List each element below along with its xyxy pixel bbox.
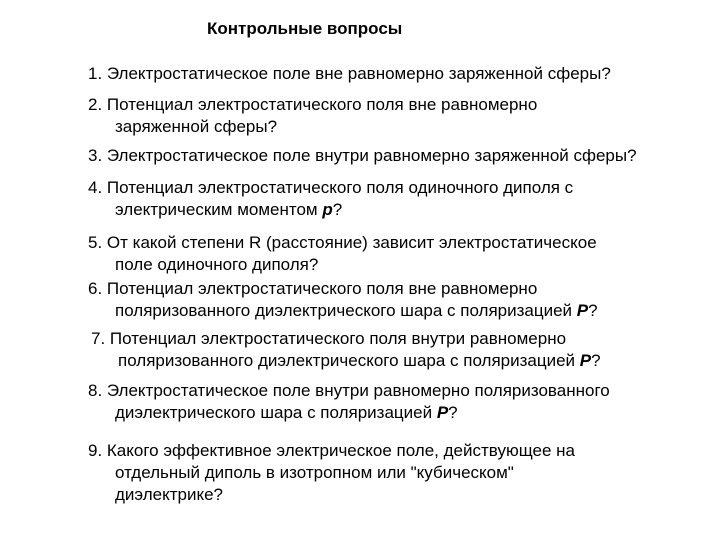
page-title: Контрольные вопросы — [207, 19, 403, 38]
question-2 — [88, 94, 537, 138]
question-9 — [88, 440, 575, 506]
question-4 — [88, 177, 573, 221]
question-6-line-2-end: ? — [588, 301, 598, 320]
question-8-line-2-end: ? — [448, 403, 458, 422]
question-7-line-2-end: ? — [591, 351, 601, 370]
question-8-line-2-text: диэлектрического шара с поляризацией — [115, 403, 437, 422]
question-7 — [91, 328, 601, 372]
polarization-symbol: P — [436, 403, 449, 422]
polarization-symbol: P — [576, 301, 589, 320]
dipole-moment-symbol: p — [322, 200, 333, 219]
question-6-line-2 — [88, 300, 598, 322]
question-7-line-2 — [91, 350, 601, 372]
question-6-line-1: 6. Потенциал электростатического поля вне равномерно — [88, 279, 538, 298]
polarization-symbol: P — [579, 351, 592, 370]
question-1 — [88, 63, 611, 85]
question-7-line-1: 7. Потенциал электростатического поля внутри равномерно — [91, 329, 567, 348]
question-2-line-1: 2. Потенциал электростатического поля вне равномерно — [88, 95, 538, 114]
question-9-line-3: диэлектрике? — [115, 485, 223, 504]
question-9-line-1: 9. Какого эффективное электрическое поле, действующее на — [88, 441, 575, 460]
question-2-line-2: заряженной сферы? — [115, 117, 278, 136]
question-5 — [88, 232, 597, 276]
question-5-line-2: поле одиночного диполя? — [115, 255, 319, 274]
question-6 — [88, 278, 598, 322]
question-8-line-1: 8. Электростатическое поле внутри равномерно поляризованного — [88, 381, 610, 400]
question-4-line-2-end: ? — [332, 200, 343, 219]
question-6-line-2-text: поляризованного диэлектрического шара с поляризацией — [115, 301, 577, 320]
question-5-line-1: 5. От какой степени R (расстояние) зависит электростатическое — [88, 233, 597, 252]
question-3 — [88, 145, 637, 167]
question-8 — [88, 380, 610, 424]
question-9-line-2: отдельный диполь в изотропном или "кубическом" — [115, 463, 514, 482]
question-3-line-1: 3. Электростатическое поле внутри равномерно заряженной сферы? — [88, 146, 637, 165]
question-4-line-2 — [88, 199, 573, 221]
question-4-line-2-text: электрическим моментом — [115, 200, 323, 219]
question-4-line-1: 4. Потенциал электростатического поля одиночного диполя с — [88, 178, 574, 197]
question-1-line-1: 1. Электростатическое поле вне равномерно заряженной сферы? — [88, 64, 611, 83]
question-7-line-2-text: поляризованного диэлектрического шара с поляризацией — [118, 351, 580, 370]
question-8-line-2 — [88, 402, 610, 424]
